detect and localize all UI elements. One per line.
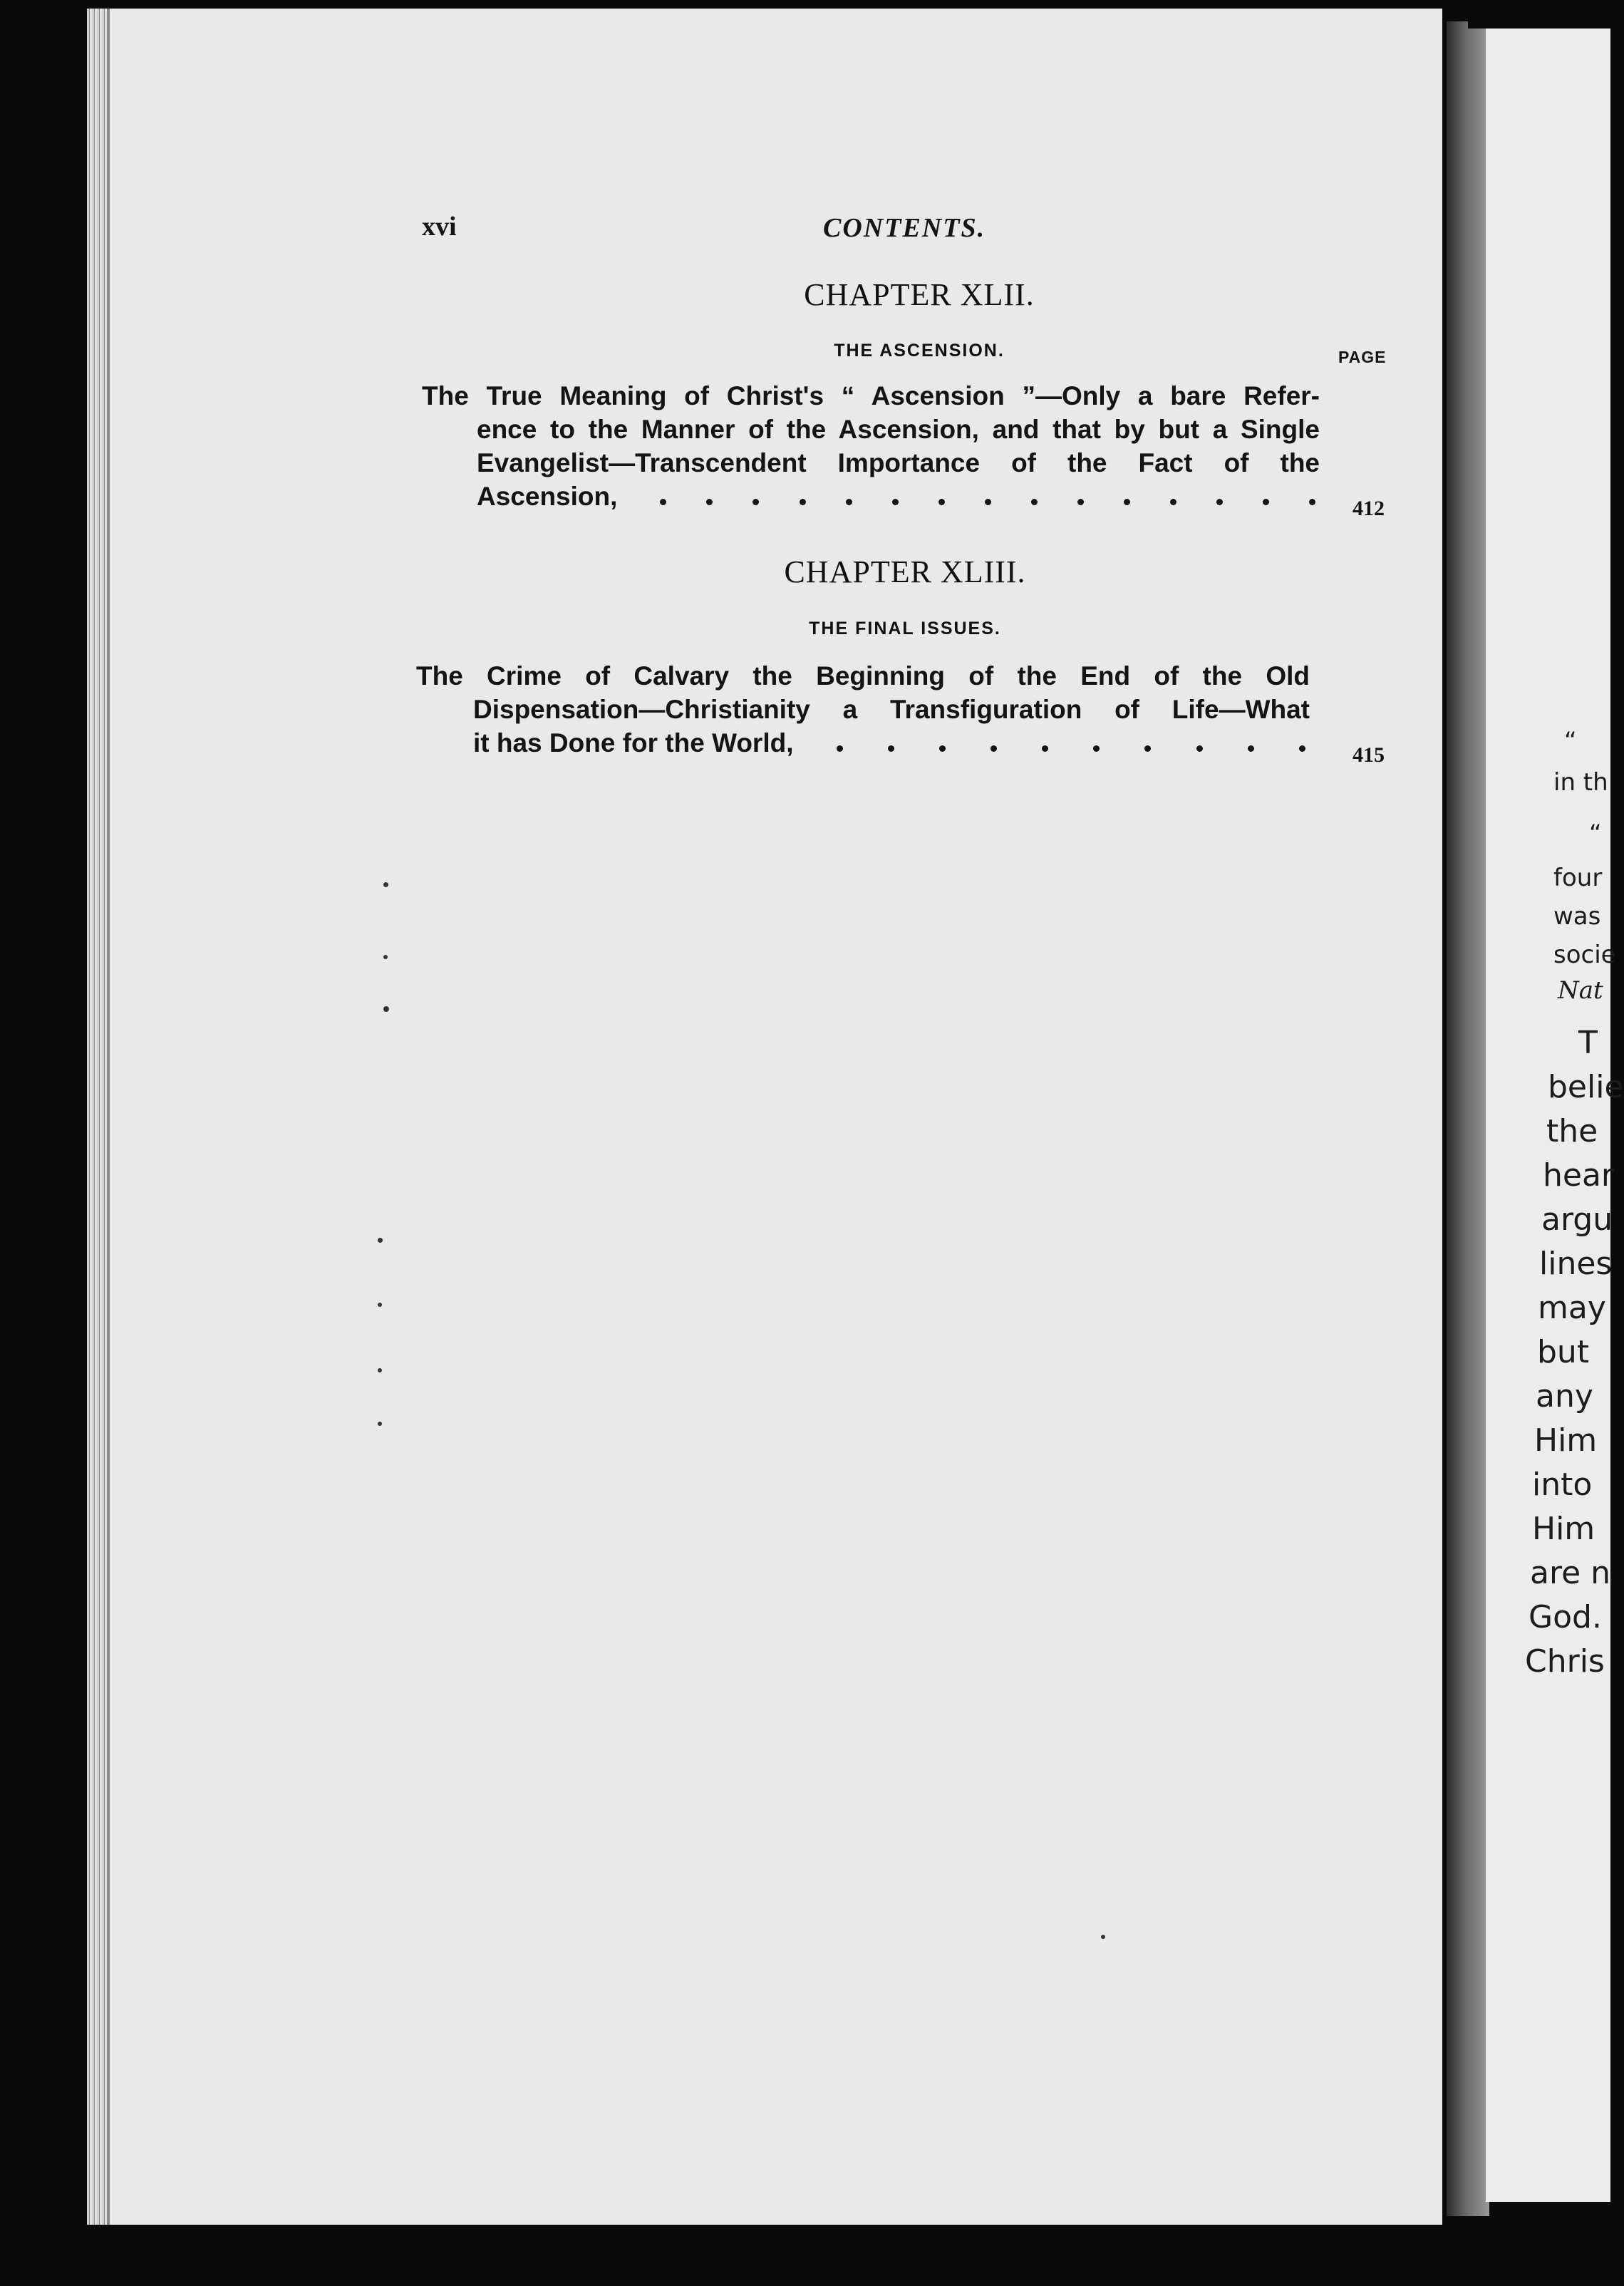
scan-speck bbox=[378, 1368, 382, 1372]
dot-leader bbox=[794, 745, 1310, 752]
scan-speck bbox=[378, 1238, 383, 1243]
scan-speck bbox=[383, 1006, 389, 1012]
scan-speck bbox=[383, 882, 388, 887]
contents-entry bbox=[416, 659, 1310, 760]
entry-line: The True Meaning of Christ's “ Ascension ”—Only a bare Refer- bbox=[422, 381, 1320, 410]
facing-page-text: lines bbox=[1539, 1246, 1613, 1282]
running-head: CONTENTS. bbox=[823, 213, 986, 243]
facing-page-text: socie bbox=[1553, 941, 1616, 969]
page-number: 415 bbox=[1353, 743, 1385, 767]
facing-page-text: Chris bbox=[1525, 1643, 1605, 1680]
page-folio: xvi bbox=[422, 212, 457, 242]
entry-line: Dispensation—Christianity a Transfiguration of Life—What bbox=[473, 695, 1310, 724]
entry-line: Evangelist—Transcendent Importance of the Fact of the bbox=[477, 448, 1320, 477]
facing-page-text: hear bbox=[1543, 1157, 1615, 1194]
entry-line: The Crime of Calvary the Beginning of the End of the Old bbox=[416, 661, 1310, 691]
facing-page-text: “ bbox=[1564, 727, 1577, 755]
scan-speck bbox=[378, 1303, 382, 1307]
facing-page-text: four bbox=[1553, 864, 1603, 892]
facing-page-text: may bbox=[1538, 1290, 1606, 1326]
facing-page-text: but bbox=[1537, 1334, 1590, 1370]
facing-page-text: argu bbox=[1541, 1201, 1613, 1238]
facing-page-text: are n bbox=[1530, 1555, 1611, 1591]
facing-page-text: “ bbox=[1589, 819, 1602, 848]
page-number: 412 bbox=[1353, 497, 1385, 520]
page-column-label: PAGE bbox=[1338, 348, 1387, 366]
entry-line: it has Done for the World, bbox=[473, 728, 794, 757]
page-edge-strips bbox=[87, 9, 108, 2225]
chapter-subtitle: THE ASCENSION. bbox=[834, 341, 1005, 361]
facing-page-text: Him bbox=[1532, 1511, 1595, 1547]
facing-page-text: any bbox=[1536, 1378, 1593, 1414]
chapter-subtitle: THE FINAL ISSUES. bbox=[809, 619, 1001, 638]
scan-speck bbox=[378, 1422, 382, 1426]
dot-leader bbox=[617, 499, 1320, 505]
facing-page-text: Nat bbox=[1558, 976, 1603, 1005]
book-gutter-shadow bbox=[1447, 21, 1489, 2216]
facing-page-text: Him bbox=[1534, 1422, 1598, 1459]
facing-page-text: God. bbox=[1529, 1599, 1602, 1635]
entry-last-line bbox=[477, 480, 1320, 513]
scan-speck bbox=[1101, 1935, 1105, 1939]
facing-page-text: in th bbox=[1553, 768, 1608, 797]
scan-border bbox=[1468, 0, 1610, 29]
chapter-title: CHAPTER XLII. bbox=[804, 277, 1035, 312]
facing-page-text: into bbox=[1532, 1467, 1593, 1503]
scan-speck bbox=[383, 955, 388, 959]
facing-page-text: the bbox=[1546, 1113, 1598, 1149]
facing-page-text: was bbox=[1553, 902, 1601, 931]
entry-last-line bbox=[473, 726, 1310, 760]
chapter-title: CHAPTER XLIII. bbox=[784, 554, 1026, 589]
entry-line: Ascension, bbox=[477, 482, 618, 511]
facing-page-text: belie bbox=[1548, 1069, 1624, 1105]
facing-page-text: T bbox=[1578, 1025, 1598, 1061]
contents-entry bbox=[422, 379, 1320, 513]
entry-line: ence to the Manner of the Ascension, and that by but a Single bbox=[477, 415, 1320, 444]
